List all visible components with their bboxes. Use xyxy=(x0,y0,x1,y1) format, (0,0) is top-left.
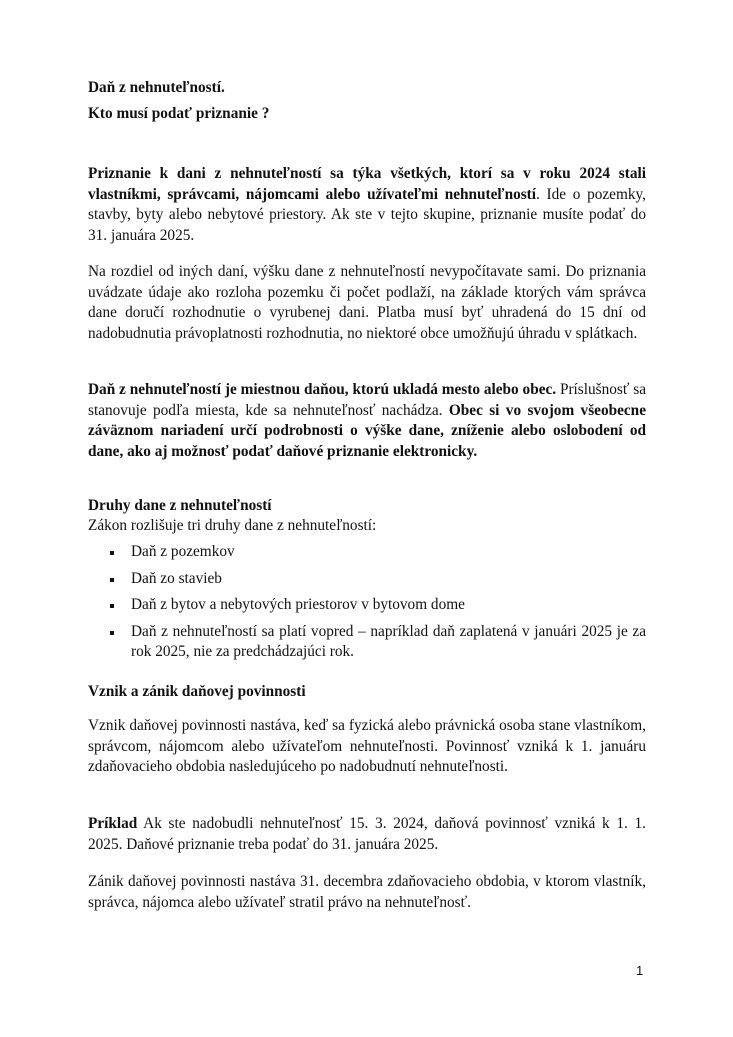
list-item: Daň z pozemkov xyxy=(88,542,646,563)
document-subtitle: Kto musí podať priznanie ? xyxy=(88,105,270,122)
obligation-heading: Vznik a zánik daňovej povinnosti xyxy=(88,683,306,700)
example-text: Ak ste nadobudli nehnuteľnosť 15. 3. 2024, daňová povinnosť vzniká k 1. 1. 2025. Daňové priznanie treba podať do 31. januára 2025. xyxy=(88,815,646,853)
bullet-icon xyxy=(110,551,114,555)
intro-bold-text: Priznanie k dani z nehnuteľností sa týka všetkých, ktorí sa v roku 2024 stali vlastníkmi, správcami, nájomcami alebo užívateľmi nehnuteľností xyxy=(88,165,646,203)
intro-text: . Ide o pozemky, stavby, byty alebo nebytové priestory. Ak ste v tejto skupine, priznanie musíte podať do 31. januára 2025. xyxy=(88,185,646,244)
types-heading: Druhy dane z nehnuteľností xyxy=(88,497,272,514)
local-tax-paragraph xyxy=(88,380,646,462)
example-label: Príklad xyxy=(88,815,138,832)
example-paragraph xyxy=(88,814,646,855)
local-tax-bold-1: Daň z nehnuteľností je miestnou daňou, ktorú ukladá mesto alebo obec. xyxy=(88,381,557,398)
calculation-paragraph: Na rozdiel od iných daní, výšku dane z nehnuteľností nevypočítavate sami. Do priznania uvádzate údaje ako rozloha pozemku či počet podlaží, na základe ktorých vám správca dane doručí rozhodnutie o vyrubenej dani. Platba musí byť uhradená do 15 dní od nadobudnutia právoplatnosti rozhodnutia, no niektoré obce umožňujú úhradu v splátkach. xyxy=(88,263,646,342)
bullet-icon xyxy=(110,604,114,608)
bullet-icon xyxy=(110,578,114,582)
termination-paragraph: Zánik daňovej povinnosti nastáva 31. decembra zdaňovacieho obdobia, v ktorom vlastník, správca, nájomca alebo užívateľ stratil právo na nehnuteľnosť. xyxy=(88,873,646,911)
types-intro: Zákon rozlišuje tri druhy dane z nehnuteľností: xyxy=(88,517,377,534)
obligation-paragraph: Vznik daňovej povinnosti nastáva, keď sa fyzická alebo právnická osoba stane vlastníkom, správcom, nájomcom alebo užívateľom nehnuteľnosti. Povinnosť vzniká k 1. januáru zdaňovacieho obdobia nasledujúceho po nadobudnutí nehnuteľnosti. xyxy=(88,717,646,775)
page-number: 1 xyxy=(636,963,644,978)
intro-paragraph xyxy=(88,164,646,246)
document-title: Daň z nehnuteľností. xyxy=(88,79,225,96)
bullet-icon xyxy=(110,631,114,635)
list-item: Daň z nehnuteľností sa platí vopred – napríklad daň zaplatená v januári 2025 je za rok 2025, nie za predchádzajúci rok. xyxy=(88,622,646,663)
local-tax-text: Príslušnosť sa stanovuje podľa miesta, kde sa nehnuteľnosť nachádza. xyxy=(88,381,646,419)
list-item: Daň z bytov a nebytových priestorov v bytovom dome xyxy=(88,595,646,616)
tax-types-list xyxy=(88,542,646,663)
list-item: Daň zo stavieb xyxy=(88,569,646,590)
local-tax-bold-2: Obec si vo svojom všeobecne záväznom nariadení určí podrobnosti o výške dane, zníženie alebo oslobodení od dane, ako aj možnosť podať daňové priznanie elektronicky. xyxy=(88,401,646,460)
